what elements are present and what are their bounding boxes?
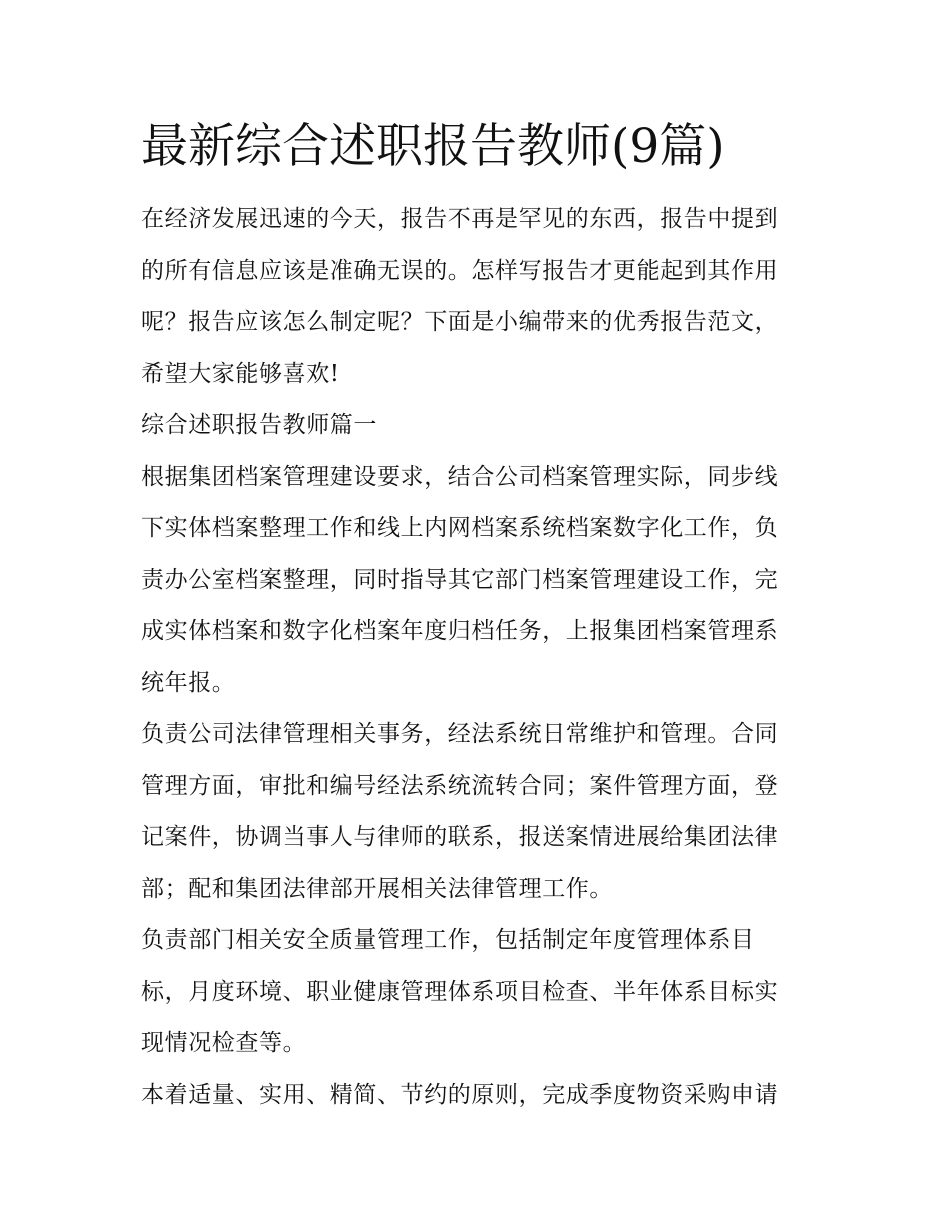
section-heading: 综合述职报告教师篇一	[141, 412, 377, 438]
paragraph-line: 统年报。	[141, 669, 236, 696]
intro-line: 希望大家能够喜欢!	[141, 360, 340, 387]
paragraph-line: 现情况检查等。	[141, 1030, 307, 1056]
document-title: 最新综合述职报告教师(9篇)	[141, 119, 725, 174]
body-paragraph-safety	[141, 915, 821, 1070]
paragraph-line: 责办公室档案整理，同时指导其它部门档案管理建设工作，完	[141, 566, 779, 593]
intro-line: 的所有信息应该是准确无误的。怎样写报告才更能起到其作用	[141, 257, 779, 284]
paragraph-line: 标，月度环境、职业健康管理体系项目检查、半年体系目标实	[141, 978, 779, 1005]
document-page	[141, 112, 821, 1121]
paragraph-line: 部；配和集团法律部开展相关法律管理工作。	[141, 875, 613, 902]
paragraph-line: 负责公司法律管理相关事务，经法系统日常维护和管理。合同	[141, 721, 779, 747]
paragraph-line: 本着适量、实用、精简、节约的原则，完成季度物资采购申请	[141, 1081, 779, 1108]
paragraph-line: 根据集团档案管理建设要求，结合公司档案管理实际，同步线	[141, 463, 779, 490]
intro-line: 呢？报告应该怎么制定呢？下面是小编带来的优秀报告范文，	[141, 309, 779, 335]
paragraph-line: 记案件，协调当事人与律师的联系，报送案情进展给集团法律	[141, 824, 779, 850]
body-paragraph-archives	[141, 452, 821, 710]
body-paragraph-procurement	[141, 1070, 821, 1122]
paragraph-line: 成实体档案和数字化档案年度归档任务，上报集团档案管理系	[141, 618, 779, 644]
paragraph-line: 下实体档案整理工作和线上内网档案系统档案数字化工作，负	[141, 515, 779, 541]
intro-line: 在经济发展迅速的今天，报告不再是罕见的东西，报告中提到	[141, 206, 779, 232]
intro-paragraph	[141, 194, 821, 400]
paragraph-line: 负责部门相关安全质量管理工作，包括制定年度管理体系目	[141, 927, 755, 953]
paragraph-line: 管理方面，审批和编号经法系统流转合同；案件管理方面，登	[141, 772, 779, 799]
body-paragraph-legal	[141, 709, 821, 915]
